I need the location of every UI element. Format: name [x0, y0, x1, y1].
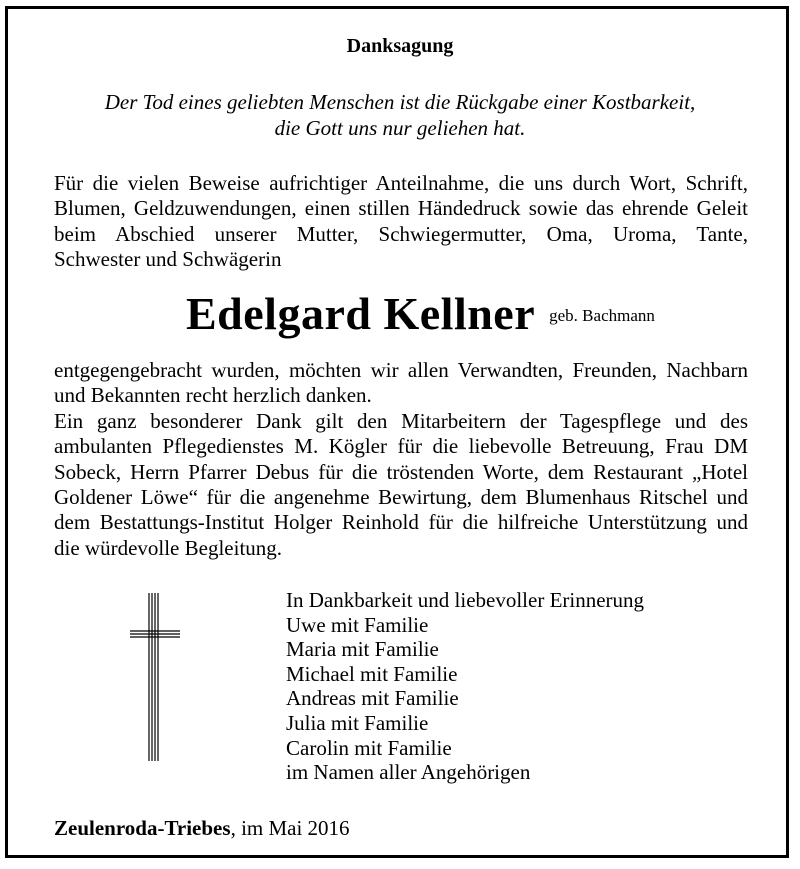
thanks-line: Ein ganz besonderer Dank gilt den Mitarbeitern der Tagespflege und des [54, 408, 748, 433]
thanks-line: die würdevolle Begleitung. [54, 535, 283, 560]
intro-line: beim Abschied unserer Mutter, Schwiegermutter, Oma, Uroma, Tante, [54, 221, 748, 246]
deceased-name: Edelgard Kellner [186, 288, 536, 339]
signer-line: im Namen aller Angehörigen [286, 760, 531, 785]
intro-line: Blumen, Geldzuwendungen, einen stillen Händedruck sowie das ehrende Geleit [54, 196, 748, 221]
thanks-line: dem Bestattungs-Institut Holger Reinhold für die hilfreiche Unterstützung und [54, 510, 748, 535]
memorial-quote [0, 89, 800, 141]
intro-line: Schwester und Schwägerin [54, 247, 282, 272]
signer-line: Andreas mit Familie [286, 686, 459, 711]
signer-line: In Dankbarkeit und liebevoller Erinnerung [286, 588, 645, 612]
date-text: , im Mai 2016 [230, 816, 350, 840]
quote-line-2: die Gott uns nur geliehen hat. [274, 116, 526, 140]
thanks-line: entgegengebracht wurden, möchten wir allen Verwandten, Freunden, Nachbarn [54, 358, 748, 382]
thanks-paragraph [54, 358, 748, 561]
thanks-line: ambulanten Pflegedienstes M. Kögler für die liebevolle Betreuung, Frau DM [54, 434, 748, 459]
notice-heading: Danksagung [346, 35, 454, 57]
thanks-line: Sobeck, Herrn Pfarrer Debus für die tröstenden Worte, dem Restaurant „Hotel [54, 459, 748, 484]
signer-line: Uwe mit Familie [286, 612, 429, 637]
place-name: Zeulenroda-Triebes [54, 816, 231, 840]
thanks-line: Goldener Löwe“ für die angenehme Bewirtung, dem Blumenhaus Ritschel und [54, 485, 748, 510]
intro-line: Für die vielen Beweise aufrichtiger Anteilnahme, die uns durch Wort, Schrift, [54, 171, 748, 195]
signer-line: Julia mit Familie [286, 710, 429, 735]
intro-paragraph [54, 171, 748, 273]
place-date-line [54, 815, 350, 841]
thanks-line: und Bekannten recht herzlich danken. [54, 383, 372, 408]
deceased-name-line [186, 286, 655, 342]
signers-list [286, 588, 644, 785]
signer-line: Carolin mit Familie [286, 735, 452, 760]
signer-line: Michael mit Familie [286, 661, 458, 686]
quote-line-1: Der Tod eines geliebten Menschen ist die Rückgabe einer Kostbarkeit, [104, 90, 696, 114]
signer-line: Maria mit Familie [286, 637, 439, 662]
cross-icon [130, 593, 180, 761]
birth-name: geb. Bachmann [549, 306, 655, 325]
